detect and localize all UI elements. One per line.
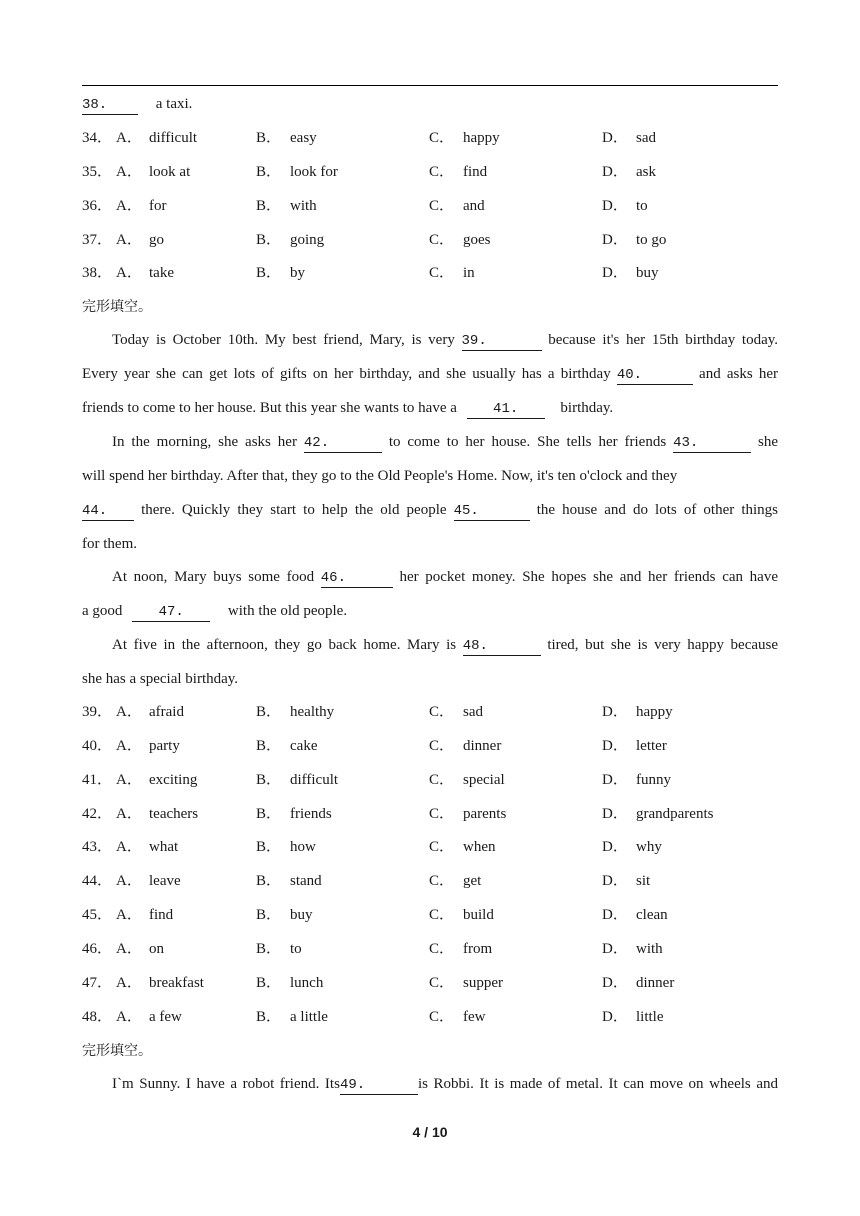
option-label-a: A． bbox=[116, 873, 142, 890]
question-options-row bbox=[82, 905, 778, 925]
option-label-b: B． bbox=[256, 265, 282, 282]
option-label-a: A． bbox=[116, 130, 142, 146]
option-label-d: D． bbox=[602, 974, 628, 991]
option-b-text: how bbox=[290, 839, 316, 856]
question-number: 34． bbox=[82, 130, 113, 146]
blank-39: 39. bbox=[462, 333, 542, 351]
question-number: 41． bbox=[82, 771, 113, 788]
passage-line: 44. there. Quickly they start to help the old people 45. the house and do lots of other things bbox=[82, 502, 778, 519]
option-label-d: D． bbox=[602, 197, 628, 214]
option-a-text: teachers bbox=[149, 805, 199, 822]
question-options-row bbox=[82, 162, 778, 182]
passage-line: for them. bbox=[82, 536, 137, 552]
option-c-text: few bbox=[463, 1008, 486, 1025]
page-number: 4 / 10 bbox=[412, 1124, 448, 1140]
option-label-d: D． bbox=[602, 737, 628, 754]
option-label-a: A． bbox=[116, 805, 142, 822]
option-c-text: dinner bbox=[463, 737, 502, 754]
option-label-c: C． bbox=[429, 737, 455, 754]
question-number: 42． bbox=[82, 805, 113, 822]
option-b-text: with bbox=[290, 197, 317, 214]
question-number: 45． bbox=[82, 907, 113, 924]
option-a-text: go bbox=[149, 231, 164, 248]
option-b-text: friends bbox=[290, 805, 332, 822]
option-b-text: stand bbox=[290, 873, 322, 890]
question-options-row bbox=[82, 230, 778, 250]
blank-47: 47. bbox=[132, 604, 210, 622]
option-label-b: B． bbox=[256, 130, 282, 146]
option-label-a: A． bbox=[116, 704, 142, 720]
option-d-text: why bbox=[636, 839, 662, 856]
option-c-text: sad bbox=[463, 704, 483, 720]
option-label-c: C． bbox=[429, 163, 455, 180]
question-number: 37． bbox=[82, 231, 113, 248]
option-label-c: C． bbox=[429, 704, 455, 720]
option-label-a: A． bbox=[116, 1008, 142, 1025]
option-c-text: get bbox=[463, 873, 482, 890]
option-a-text: for bbox=[149, 197, 167, 214]
option-c-text: parents bbox=[463, 805, 507, 822]
passage-line: a good 47. with the old people. bbox=[82, 603, 348, 620]
option-label-d: D． bbox=[602, 873, 628, 890]
blank-49: 49. bbox=[340, 1077, 418, 1095]
option-a-text: what bbox=[149, 839, 179, 856]
question-options-row bbox=[82, 736, 778, 756]
option-b-text: difficult bbox=[290, 771, 339, 788]
option-d-text: clean bbox=[636, 907, 668, 924]
option-label-d: D． bbox=[602, 805, 628, 822]
option-label-b: B． bbox=[256, 231, 282, 248]
blank-42: 42. bbox=[304, 435, 382, 453]
option-label-c: C． bbox=[429, 265, 455, 282]
option-label-c: C． bbox=[429, 197, 455, 214]
blank-41: 41. bbox=[467, 401, 545, 419]
option-label-a: A． bbox=[116, 974, 142, 991]
option-label-c: C． bbox=[429, 1008, 455, 1025]
option-label-a: A． bbox=[116, 231, 142, 248]
option-c-text: special bbox=[463, 771, 505, 788]
question-number: 39． bbox=[82, 704, 113, 720]
option-label-c: C． bbox=[429, 907, 455, 924]
option-label-b: B． bbox=[256, 839, 282, 856]
blank-48: 48. bbox=[463, 638, 541, 656]
question-number: 47． bbox=[82, 974, 113, 991]
option-label-d: D． bbox=[602, 265, 628, 282]
passage-line: I`m Sunny. I have a robot friend. Its49. is Robbi. It is made of metal. It can move on wheels and bbox=[112, 1076, 778, 1093]
option-label-d: D． bbox=[602, 1008, 628, 1025]
blank-44: 44. bbox=[82, 503, 134, 521]
option-c-text: find bbox=[463, 163, 488, 180]
section-title: 完形填空。 bbox=[82, 1043, 152, 1059]
question-number: 36． bbox=[82, 197, 113, 214]
option-b-text: easy bbox=[290, 130, 317, 146]
blank-40: 40. bbox=[617, 367, 693, 385]
option-label-a: A． bbox=[116, 940, 142, 957]
option-c-text: in bbox=[463, 265, 475, 282]
question-number: 48． bbox=[82, 1008, 113, 1025]
option-d-text: to bbox=[636, 197, 648, 214]
option-label-a: A． bbox=[116, 163, 142, 180]
passage-line: Today is October 10th. My best friend, Mary, is very 39. because it's her 15th birthday today. bbox=[112, 332, 778, 349]
question-options-row bbox=[82, 196, 778, 216]
option-label-b: B． bbox=[256, 907, 282, 924]
option-d-text: funny bbox=[636, 771, 671, 788]
option-c-text: when bbox=[463, 839, 496, 856]
option-c-text: goes bbox=[463, 231, 491, 248]
option-a-text: a few bbox=[149, 1008, 182, 1025]
passage-line: At five in the afternoon, they go back home. Mary is 48. tired, but she is very happy because bbox=[112, 637, 779, 654]
question-number: 35． bbox=[82, 163, 113, 180]
option-label-d: D． bbox=[602, 940, 628, 957]
option-b-text: look for bbox=[290, 163, 338, 180]
option-d-text: sad bbox=[636, 130, 656, 146]
option-d-text: buy bbox=[636, 265, 659, 282]
option-label-a: A． bbox=[116, 197, 142, 214]
option-label-c: C． bbox=[429, 130, 455, 146]
option-d-text: with bbox=[636, 940, 663, 957]
blank-43: 43. bbox=[673, 435, 751, 453]
option-label-c: C． bbox=[429, 231, 455, 248]
option-label-c: C． bbox=[429, 839, 455, 856]
question-number: 40． bbox=[82, 737, 113, 754]
option-c-text: build bbox=[463, 907, 494, 924]
option-b-text: a little bbox=[290, 1008, 328, 1025]
passage-line: will spend her birthday. After that, they go to the Old People's Home. Now, it's ten o'clock and they bbox=[82, 468, 678, 484]
question-options-row bbox=[82, 837, 778, 857]
option-label-a: A． bbox=[116, 265, 142, 282]
question-options-row bbox=[82, 939, 778, 959]
option-a-text: look at bbox=[149, 163, 191, 180]
option-b-text: buy bbox=[290, 907, 313, 924]
option-d-text: to go bbox=[636, 231, 667, 248]
option-a-text: breakfast bbox=[149, 974, 204, 991]
option-a-text: exciting bbox=[149, 771, 198, 788]
option-label-c: C． bbox=[429, 771, 455, 788]
option-c-text: and bbox=[463, 197, 485, 214]
option-label-b: B． bbox=[256, 197, 282, 214]
option-d-text: happy bbox=[636, 704, 673, 720]
passage-line: friends to come to her house. But this year she wants to have a 41. birthday. bbox=[82, 400, 614, 417]
option-label-b: B． bbox=[256, 805, 282, 822]
question-options-row bbox=[82, 128, 778, 148]
question-options-row bbox=[82, 973, 778, 993]
question-options-row bbox=[82, 871, 778, 891]
option-label-d: D． bbox=[602, 771, 628, 788]
option-d-text: dinner bbox=[636, 974, 675, 991]
option-a-text: find bbox=[149, 907, 174, 924]
option-label-b: B． bbox=[256, 873, 282, 890]
blank-38: 38. bbox=[82, 97, 138, 115]
option-b-text: going bbox=[290, 231, 325, 248]
passage-line: she has a special birthday. bbox=[82, 671, 239, 687]
option-label-a: A． bbox=[116, 839, 142, 856]
blank-46: 46. bbox=[321, 570, 393, 588]
option-c-text: supper bbox=[463, 974, 503, 991]
question-options-row bbox=[82, 263, 778, 283]
option-d-text: little bbox=[636, 1008, 664, 1025]
passage-line: Every year she can get lots of gifts on her birthday, and she usually has a birthday 40. and asks her bbox=[82, 366, 779, 383]
option-a-text: party bbox=[149, 737, 180, 754]
option-label-d: D． bbox=[602, 704, 628, 720]
blank-45: 45. bbox=[454, 503, 530, 521]
option-label-b: B． bbox=[256, 940, 282, 957]
option-c-text: from bbox=[463, 940, 493, 957]
option-a-text: on bbox=[149, 940, 164, 957]
question-options-row bbox=[82, 702, 778, 722]
header-rule bbox=[82, 85, 778, 86]
option-label-b: B． bbox=[256, 771, 282, 788]
passage-line: At noon, Mary buys some food 46. her pocket money. She hopes she and her friends can have bbox=[112, 569, 778, 586]
option-label-a: A． bbox=[116, 907, 142, 924]
option-label-d: D． bbox=[602, 163, 628, 180]
option-label-c: C． bbox=[429, 940, 455, 957]
option-label-b: B． bbox=[256, 1008, 282, 1025]
option-label-b: B． bbox=[256, 974, 282, 991]
question-options-row bbox=[82, 1007, 778, 1027]
option-label-b: B． bbox=[256, 163, 282, 180]
option-label-b: B． bbox=[256, 704, 282, 720]
option-label-c: C． bbox=[429, 805, 455, 822]
option-label-c: C． bbox=[429, 873, 455, 890]
option-c-text: happy bbox=[463, 130, 500, 146]
option-d-text: ask bbox=[636, 163, 656, 180]
option-b-text: cake bbox=[290, 737, 318, 754]
option-label-c: C． bbox=[429, 974, 455, 991]
question-options-row bbox=[82, 804, 778, 824]
option-a-text: afraid bbox=[149, 704, 184, 720]
option-label-d: D． bbox=[602, 130, 628, 146]
option-label-b: B． bbox=[256, 737, 282, 754]
option-label-d: D． bbox=[602, 839, 628, 856]
option-a-text: difficult bbox=[149, 130, 198, 146]
option-label-a: A． bbox=[116, 771, 142, 788]
passage-line: In the morning, she asks her 42. to come to her house. She tells her friends 43. she bbox=[112, 434, 779, 451]
carryover-text: a taxi. bbox=[155, 96, 193, 112]
question-number: 46． bbox=[82, 940, 113, 957]
option-d-text: letter bbox=[636, 737, 667, 754]
option-label-d: D． bbox=[602, 907, 628, 924]
option-label-a: A． bbox=[116, 737, 142, 754]
option-b-text: by bbox=[290, 265, 305, 282]
option-a-text: take bbox=[149, 265, 174, 282]
question-options-row bbox=[82, 770, 778, 790]
question-number: 44． bbox=[82, 873, 113, 890]
option-d-text: sit bbox=[636, 873, 651, 890]
option-b-text: lunch bbox=[290, 974, 324, 991]
carryover-line bbox=[82, 94, 778, 115]
question-number: 43． bbox=[82, 839, 113, 856]
option-b-text: healthy bbox=[290, 704, 335, 720]
option-a-text: leave bbox=[149, 873, 181, 890]
section-title: 完形填空。 bbox=[82, 299, 152, 315]
option-b-text: to bbox=[290, 940, 302, 957]
option-label-d: D． bbox=[602, 231, 628, 248]
question-number: 38． bbox=[82, 265, 113, 282]
option-d-text: grandparents bbox=[636, 805, 714, 822]
